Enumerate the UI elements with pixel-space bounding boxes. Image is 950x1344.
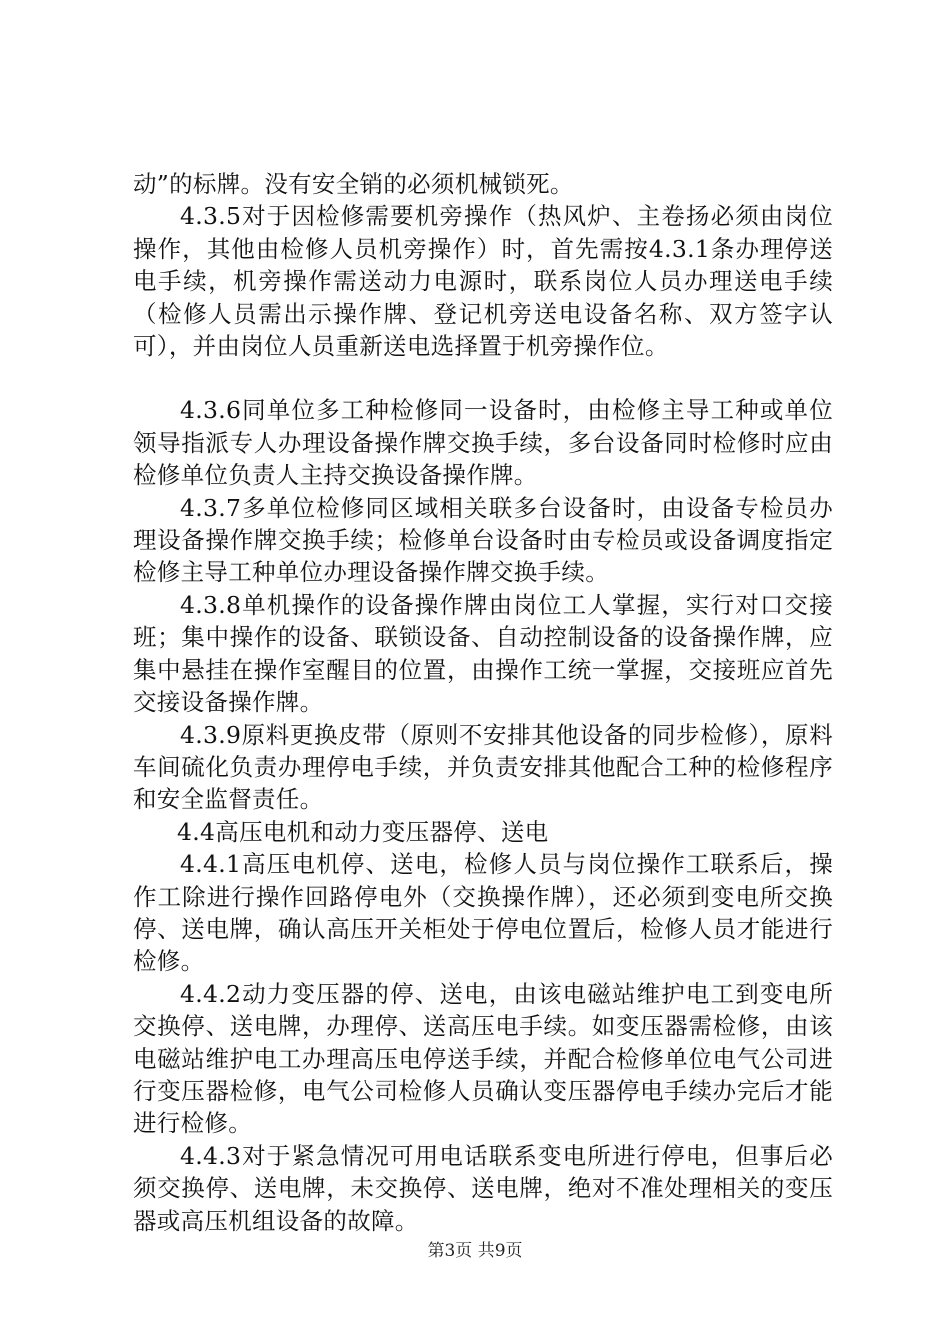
section-heading-4-4: 4.4高压电机和动力变压器停、送电 xyxy=(177,817,549,846)
paragraph-4-4-1: 4.4.1高压电机停、送电，检修人员与岗位操作工联系后，操作工除进行操作回路停电外（交换操作牌），还必须到变电所交换停、送电牌，确认高压开关柜处于停电位置后，检修人员才能进行检修。 xyxy=(133,850,833,976)
paragraph-4-4-3: 4.4.3对于紧急情况可用电话联系变电所进行停电，但事后必须交换停、送电牌，未交换停、送电牌，绝对不准处理相关的变压器或高压机组设备的故障。 xyxy=(133,1141,833,1235)
paragraph-4-3-7: 4.3.7多单位检修同区域相关联多台设备时，由设备专检员办理设备操作牌交换手续；检修单台设备时由专检员或设备调度指定检修主导工种单位办理设备操作牌交换手续。 xyxy=(133,493,833,587)
paragraph-4-3-6: 4.3.6同单位多工种检修同一设备时，由检修主导工种或单位领导指派专人办理设备操作牌交换手续，多台设备同时检修时应由检修单位负责人主持交换设备操作牌。 xyxy=(133,396,833,490)
paragraph-continuation: 动”的标牌。没有安全销的必须机械锁死。 xyxy=(133,170,574,198)
paragraph-4-3-5: 4.3.5对于因检修需要机旁操作（热风炉、主卷扬必须由岗位操作，其他由检修人员机旁操作）时，首先需按4.3.1条办理停送电手续，机旁操作需送动力电源时，联系岗位人员办理送电手续（检修人员需出示操作牌、登记机旁送电设备名称、双方签字认可），并由岗位人员重新送电选择置于机旁操作位。 xyxy=(133,202,833,361)
paragraph-4-4-2: 4.4.2动力变压器的停、送电，由该电磁站维护电工到变电所交换停、送电牌，办理停、送高压电手续。如变压器需检修，由该电磁站维护电工办理高压电停送手续，并配合检修单位电气公司进行变压器检修，电气公司检修人员确认变压器停电手续办完后才能进行检修。 xyxy=(133,979,833,1138)
document-body xyxy=(133,168,833,1237)
paragraph-4-3-9: 4.3.9原料更换皮带（原则不安排其他设备的同步检修），原料车间硫化负责办理停电手续，并负责安排其他配合工种的检修程序和安全监督责任。 xyxy=(133,720,833,814)
paragraph-4-3-8: 4.3.8单机操作的设备操作牌由岗位工人掌握，实行对口交接班；集中操作的设备、联锁设备、自动控制设备的设备操作牌，应集中悬挂在操作室醒目的位置，由操作工统一掌握，交接班应首先交接设备操作牌。 xyxy=(133,590,833,717)
page-number-footer: 第3页 共9页 xyxy=(427,1241,523,1261)
